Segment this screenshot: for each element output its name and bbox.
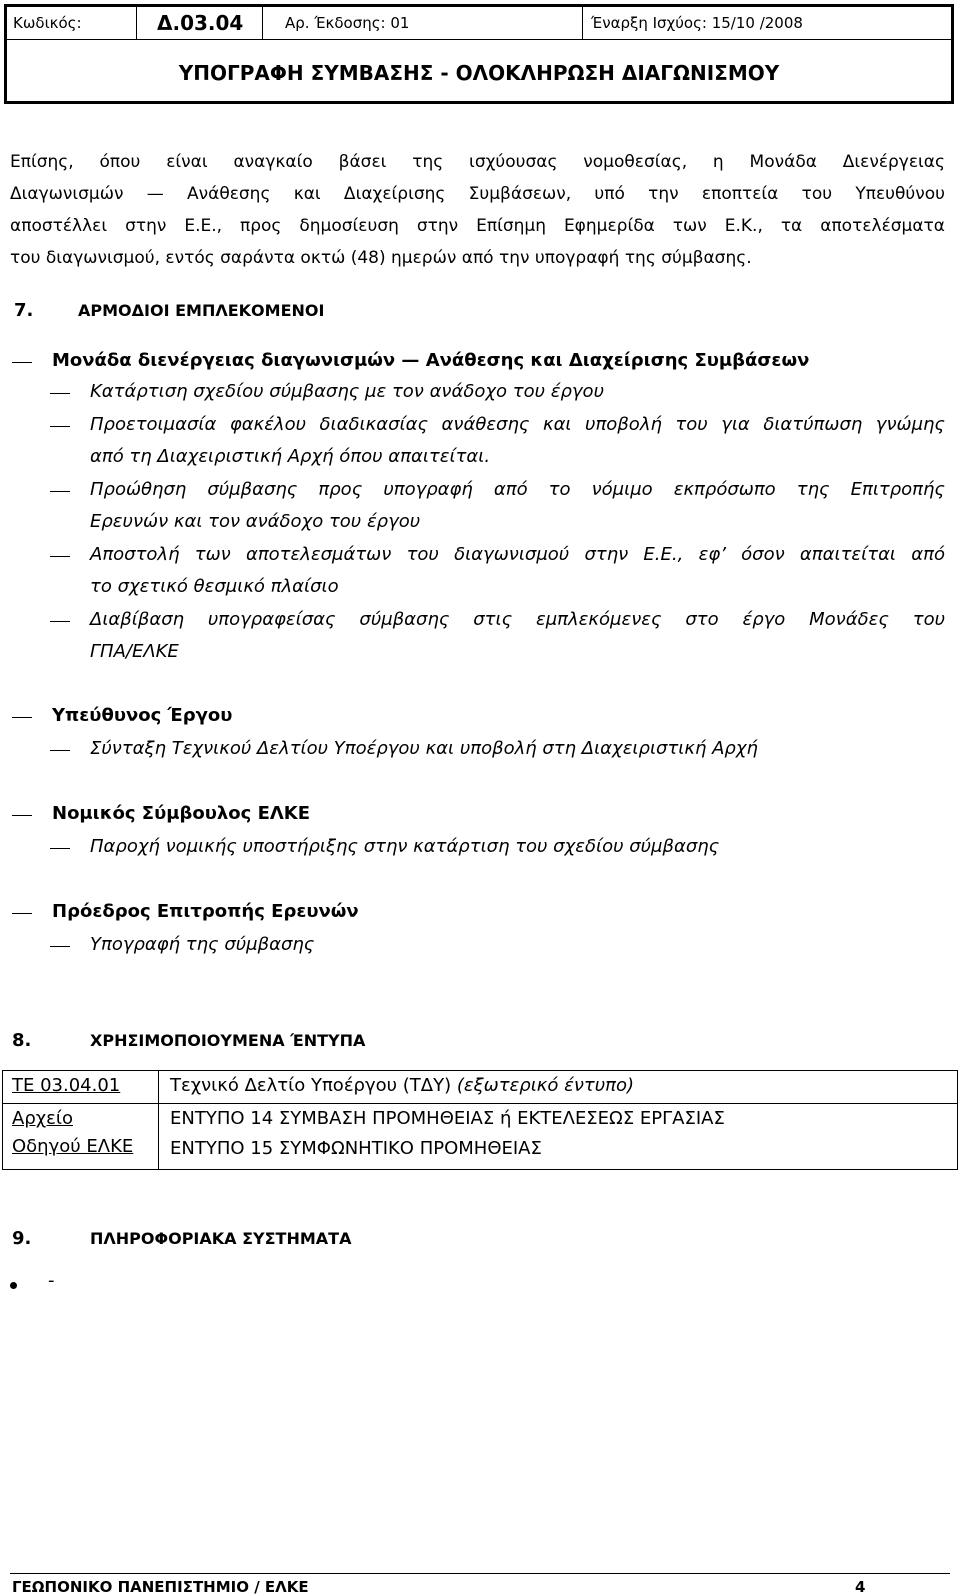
dash-marker (50, 848, 70, 849)
dash-marker (50, 393, 70, 394)
section-title: ΧΡΗΣΙΜΟΠΟΙΟΥΜΕΝΑ ΈΝΤΥΠΑ (90, 1031, 366, 1050)
section-number: 9. (12, 1228, 32, 1249)
unit-item: Προώθηση σύμβασης προς υπογραφή από το νόμιμο εκπρόσωπο της Επιτροπής (90, 479, 945, 500)
guide-link[interactable]: Οδηγού ΕΛΚΕ (12, 1136, 134, 1157)
unit-item-continuation: από τη Διαχειριστική Αρχή όπου απαιτείται. (90, 446, 491, 467)
forms-table (2, 1070, 958, 1170)
dash-marker (50, 621, 70, 622)
legal-item: Παροχή νομικής υποστήριξης στην κατάρτιση του σχεδίου σύμβασης (90, 836, 720, 857)
project-heading: Υπεύθυνος Έργου (52, 705, 233, 726)
section-number: 7. (14, 300, 34, 321)
form-14-description: ΕΝΤΥΠΟ 14 ΣΥΜΒΑΣΗ ΠΡΟΜΗΘΕΙΑΣ ή ΕΚΤΕΛΕΣΕΩΣ ΕΡΓΑΣΙΑΣ (170, 1108, 725, 1129)
project-item: Σύνταξη Τεχνικού Δελτίου Υποέργου και υποβολή στη Διαχειριστική Αρχή (90, 738, 758, 759)
dash-marker (50, 556, 70, 557)
unit-item-continuation: ΓΠΑ/ΕΛΚΕ (90, 641, 179, 662)
unit-item: Αποστολή των αποτελεσμάτων του διαγωνισμού στην Ε.Ε., εφ’ όσον απαιτείται από (90, 544, 945, 565)
section-title: ΑΡΜΟΔΙΟΙ ΕΜΠΛΕΚΟΜΕΝΟΙ (78, 301, 325, 320)
page-number: 4 (855, 1578, 866, 1596)
president-heading: Πρόεδρος Επιτροπής Ερευνών (52, 901, 359, 922)
form-title: Τεχνικό Δελτίο Υποέργου (ΤΔΥ) (170, 1075, 452, 1096)
bullet-icon (10, 1282, 17, 1289)
unit-heading: Μονάδα διενέργειας διαγωνισμών — Ανάθεσης και Διαχείρισης Συμβάσεων (52, 350, 810, 371)
section-8-heading (12, 1030, 365, 1051)
form-15-description: ΕΝΤΥΠΟ 15 ΣΥΜΦΩΝΗΤΙΚΟ ΠΡΟΜΗΘΕΙΑΣ (170, 1138, 542, 1159)
form-note: (εξωτερικό έντυπο) (456, 1075, 635, 1096)
paragraph-line: Επίσης, όπου είναι αναγκαίο βάσει της ισχύουσας νομοθεσίας, η Μονάδα Διενέργειας (10, 152, 945, 172)
dash-marker (50, 946, 70, 947)
intro-paragraph (10, 146, 945, 274)
unit-item: Προετοιμασία φακέλου διαδικασίας ανάθεσης και υποβολή του για διατύπωση γνώμης (90, 414, 945, 435)
dash-marker (12, 362, 32, 363)
dash-marker (12, 717, 32, 718)
footer-organization: ΓΕΩΠΟΝΙΚΟ ΠΑΝΕΠΙΣΤΗΜΙΟ / ΕΛΚΕ (12, 1578, 309, 1596)
code-label: Κωδικός: (7, 7, 137, 39)
section-9-item: - (48, 1270, 55, 1291)
paragraph-line: του διαγωνισμού, εντός σαράντα οκτώ (48) ημερών από την υπογραφή της σύμβασης. (10, 248, 752, 268)
unit-item: Κατάρτιση σχεδίου σύμβασης με τον ανάδοχο του έργου (90, 381, 604, 402)
unit-item: Διαβίβαση υπογραφείσας σύμβασης στις εμπλεκόμενες στο έργο Μονάδες του (90, 609, 945, 630)
code-value: Δ.03.04 (137, 7, 263, 39)
paragraph-line: Διαγωνισμών — Ανάθεσης και Διαχείρισης Συμβάσεων, υπό την εποπτεία του Υπευθύνου (10, 184, 945, 204)
form-description (170, 1075, 634, 1096)
edition-number: Αρ. Έκδοσης: 01 (263, 7, 583, 39)
section-7-heading (14, 300, 324, 321)
dash-marker (50, 750, 70, 751)
unit-item-continuation: το σχετικό θεσμικό πλαίσιο (90, 576, 339, 597)
dash-marker (12, 913, 32, 914)
document-header (4, 4, 954, 104)
section-number: 8. (12, 1030, 32, 1051)
paragraph-line: αποστέλλει στην Ε.Ε., προς δημοσίευση στην Επίσημη Εφημερίδα των Ε.Κ., τα αποτελέσματα (10, 216, 945, 236)
president-item: Υπογραφή της σύμβασης (90, 934, 315, 955)
table-column-divider (158, 1071, 159, 1169)
valid-from-date: Έναρξη Ισχύος: 15/10 /2008 (591, 14, 803, 32)
unit-item-continuation: Ερευνών και τον ανάδοχο του έργου (90, 511, 421, 532)
header-info-row (7, 7, 951, 40)
document-title: ΥΠΟΓΡΑΦΗ ΣΥΜΒΑΣΗΣ - ΟΛΟΚΛΗΡΩΣΗ ΔΙΑΓΩΝΙΣΜΟΥ (178, 61, 780, 85)
footer-rule (10, 1573, 950, 1574)
section-title: ΠΛΗΡΟΦΟΡΙΑΚΑ ΣΥΣΤΗΜΑΤΑ (90, 1229, 352, 1248)
form-code-link[interactable]: ΤΕ 03.04.01 (12, 1075, 121, 1096)
dash-marker (12, 815, 32, 816)
section-9-heading (12, 1228, 351, 1249)
legal-heading: Νομικός Σύμβουλος ΕΛΚΕ (52, 803, 311, 824)
table-row-divider (3, 1103, 957, 1104)
archive-link[interactable]: Αρχείο (12, 1108, 73, 1129)
dash-marker (50, 491, 70, 492)
dash-marker (50, 426, 70, 427)
